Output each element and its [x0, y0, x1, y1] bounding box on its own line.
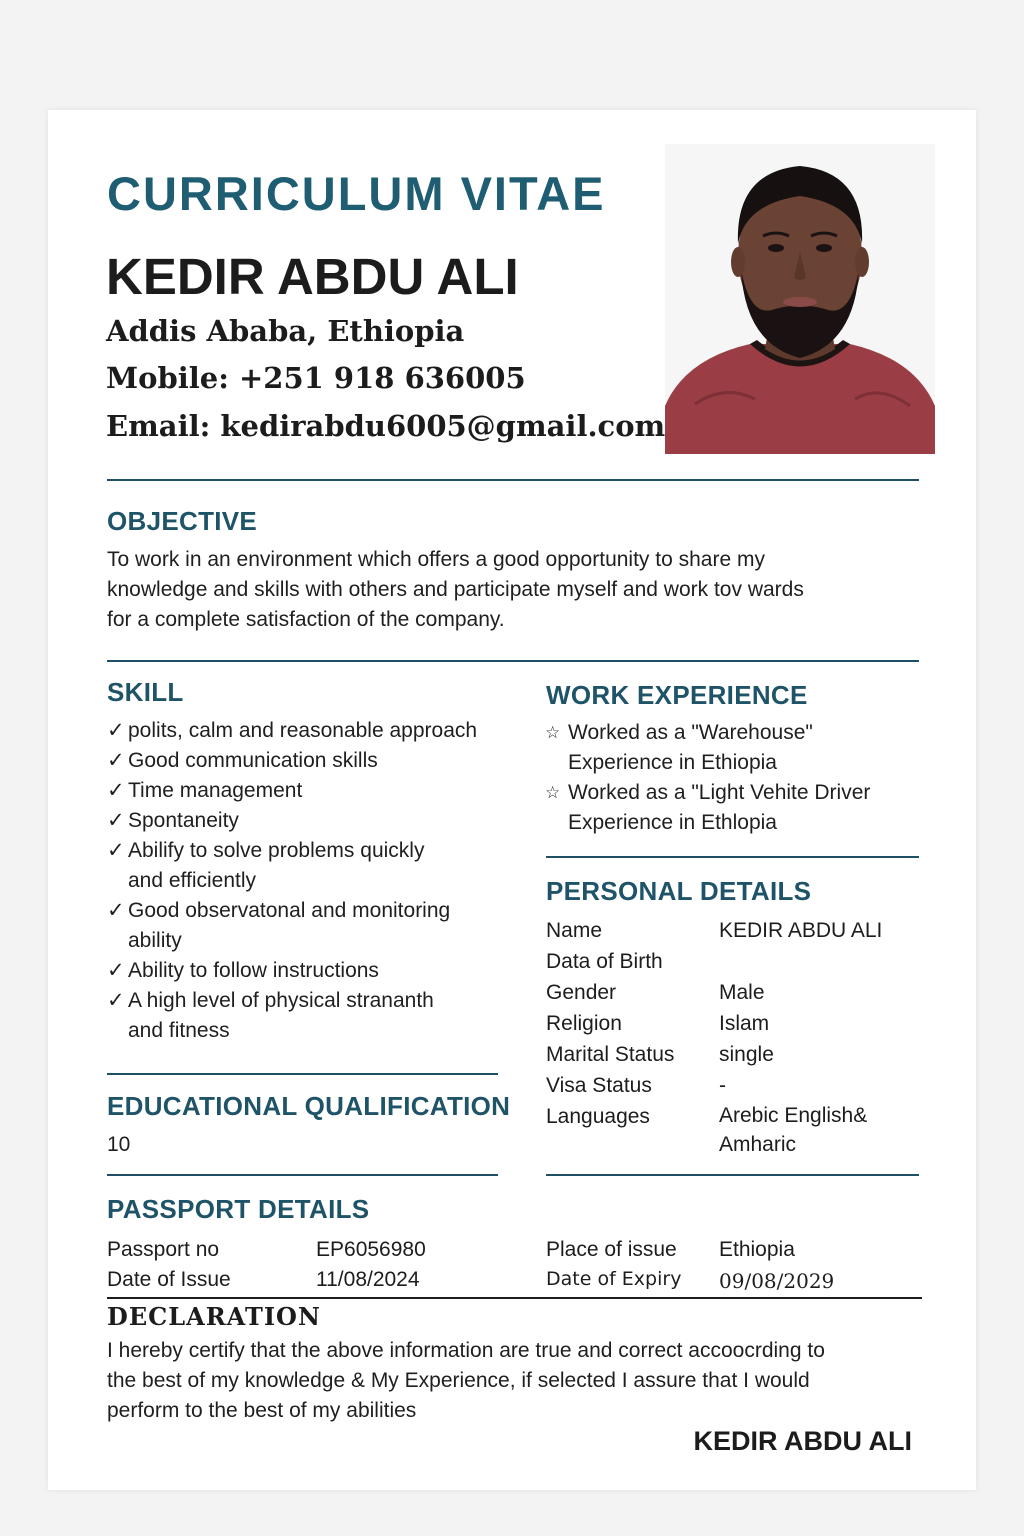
- skill-item: [107, 746, 537, 776]
- skill-text: and efficiently: [128, 869, 257, 892]
- mobile: Mobile: +251 918 636005: [106, 361, 526, 395]
- skill-text: polits, calm and reasonable approach: [128, 719, 478, 742]
- work-text: Worked as a "Light Vehite Driver: [568, 781, 871, 804]
- skill-text: Good observatonal and monitoring: [128, 899, 451, 922]
- work-text: Worked as a "Warehouse": [568, 721, 813, 744]
- personal-label: Languages: [546, 1105, 650, 1128]
- personal-row: [546, 915, 926, 946]
- personal-label: Visa Status: [546, 1074, 652, 1097]
- declaration-text: [107, 1336, 937, 1426]
- declaration-line: the best of my knowledge & My Experience, if selected I assure that I would: [107, 1369, 810, 1392]
- work-item: [545, 778, 925, 838]
- passport-row: [546, 1234, 795, 1265]
- skill-item: [107, 716, 537, 746]
- personal-table: [546, 915, 926, 1159]
- skill-item: [107, 986, 537, 1046]
- education-value: 10: [107, 1133, 131, 1156]
- divider: [546, 1174, 919, 1176]
- place-label: Place of issue: [546, 1238, 677, 1261]
- skill-text: and fitness: [128, 1019, 230, 1042]
- personal-row: [546, 1008, 926, 1039]
- skill-item: [107, 956, 537, 986]
- star-icon: ☆: [545, 723, 561, 742]
- personal-value: single: [719, 1043, 774, 1066]
- passport-no-value: EP6056980: [316, 1238, 426, 1261]
- objective-title: OBJECTIVE: [107, 506, 258, 536]
- location: Addis Ababa, Ethiopia: [106, 314, 465, 348]
- skill-text: Good communication skills: [128, 749, 378, 772]
- star-icon: ☆: [545, 783, 561, 802]
- skill-list: [107, 716, 537, 1046]
- check-icon: ✓: [107, 749, 125, 772]
- objective-line: To work in an environment which offers a good opportunity to share my: [107, 548, 765, 571]
- email: Email: kedirabdu6005@gmail.com: [106, 409, 666, 443]
- check-icon: ✓: [107, 779, 125, 802]
- objective-line: knowledge and skills with others and participate myself and work tov wards: [107, 578, 804, 601]
- document-title: CURRICULUM VITAE: [107, 167, 606, 220]
- work-item: [545, 718, 925, 778]
- check-icon: ✓: [107, 899, 125, 922]
- personal-title: PERSONAL DETAILS: [546, 876, 812, 906]
- personal-row: [546, 1101, 926, 1159]
- personal-label: Marital Status: [546, 1043, 675, 1066]
- work-list: [545, 718, 925, 838]
- skill-item: [107, 836, 537, 896]
- expiry-label: Date of Expiry: [546, 1268, 682, 1290]
- check-icon: ✓: [107, 809, 125, 832]
- divider: [546, 856, 919, 858]
- check-icon: ✓: [107, 989, 125, 1012]
- declaration-line: perform to the best of my abilities: [107, 1399, 417, 1422]
- expiry-value: 09/08/2029: [719, 1269, 835, 1293]
- passport-row: [107, 1234, 426, 1265]
- passport-no-label: Passport no: [107, 1238, 220, 1261]
- personal-label: Data of Birth: [546, 950, 663, 973]
- skill-text: A high level of physical strananth: [128, 989, 434, 1012]
- skill-text: Abilify to solve problems quickly: [128, 839, 425, 862]
- issue-date-label: Date of Issue: [107, 1268, 231, 1291]
- divider: [107, 660, 919, 662]
- passport-row: [107, 1264, 420, 1295]
- personal-value: Male: [719, 981, 765, 1004]
- divider: [107, 1174, 498, 1176]
- skill-item: [107, 896, 537, 956]
- skill-text: Spontaneity: [128, 809, 239, 832]
- personal-label: Religion: [546, 1012, 622, 1035]
- skill-text: Time management: [128, 779, 303, 802]
- personal-label: Gender: [546, 981, 617, 1004]
- skill-item: [107, 806, 537, 836]
- skill-text: Ability to follow instructions: [128, 959, 379, 982]
- personal-value: Arebic English& Amharic: [719, 1104, 868, 1156]
- skill-item: [107, 776, 537, 806]
- work-text: Experience in Ethiopia: [568, 751, 777, 774]
- personal-row: [546, 977, 926, 1008]
- divider: [107, 1073, 498, 1075]
- declaration-line: I hereby certify that the above information are true and correct accoocrding to: [107, 1339, 825, 1362]
- profile-photo: [665, 144, 935, 454]
- objective-text: [107, 545, 927, 635]
- work-title: WORK EXPERIENCE: [546, 680, 808, 710]
- personal-value: Islam: [719, 1012, 770, 1035]
- personal-row: [546, 1070, 926, 1101]
- check-icon: ✓: [107, 959, 125, 982]
- personal-value: KEDIR ABDU ALI: [719, 919, 883, 942]
- issue-date-value: 11/08/2024: [316, 1268, 420, 1291]
- divider: [107, 479, 919, 481]
- divider: [107, 1297, 922, 1299]
- candidate-name: KEDIR ABDU ALI: [106, 248, 519, 305]
- objective-line: for a complete satisfaction of the company.: [107, 608, 505, 631]
- personal-row: [546, 1039, 926, 1070]
- skill-title: SKILL: [107, 677, 184, 707]
- check-icon: ✓: [107, 839, 125, 862]
- passport-title: PASSPORT DETAILS: [107, 1194, 370, 1224]
- declaration-title: DECLARATION: [107, 1302, 321, 1331]
- cv-sheet: [48, 110, 976, 1490]
- place-value: Ethiopia: [719, 1238, 795, 1261]
- signature-name: KEDIR ABDU ALI: [693, 1426, 912, 1456]
- check-icon: ✓: [107, 719, 125, 742]
- personal-label: Name: [546, 919, 603, 942]
- personal-row: [546, 946, 926, 977]
- passport-row: [546, 1264, 834, 1297]
- work-text: Experience in Ethlopia: [568, 811, 777, 834]
- personal-value: -: [719, 1074, 726, 1097]
- education-title: EDUCATIONAL QUALIFICATION: [107, 1091, 511, 1121]
- skill-text: ability: [128, 929, 182, 952]
